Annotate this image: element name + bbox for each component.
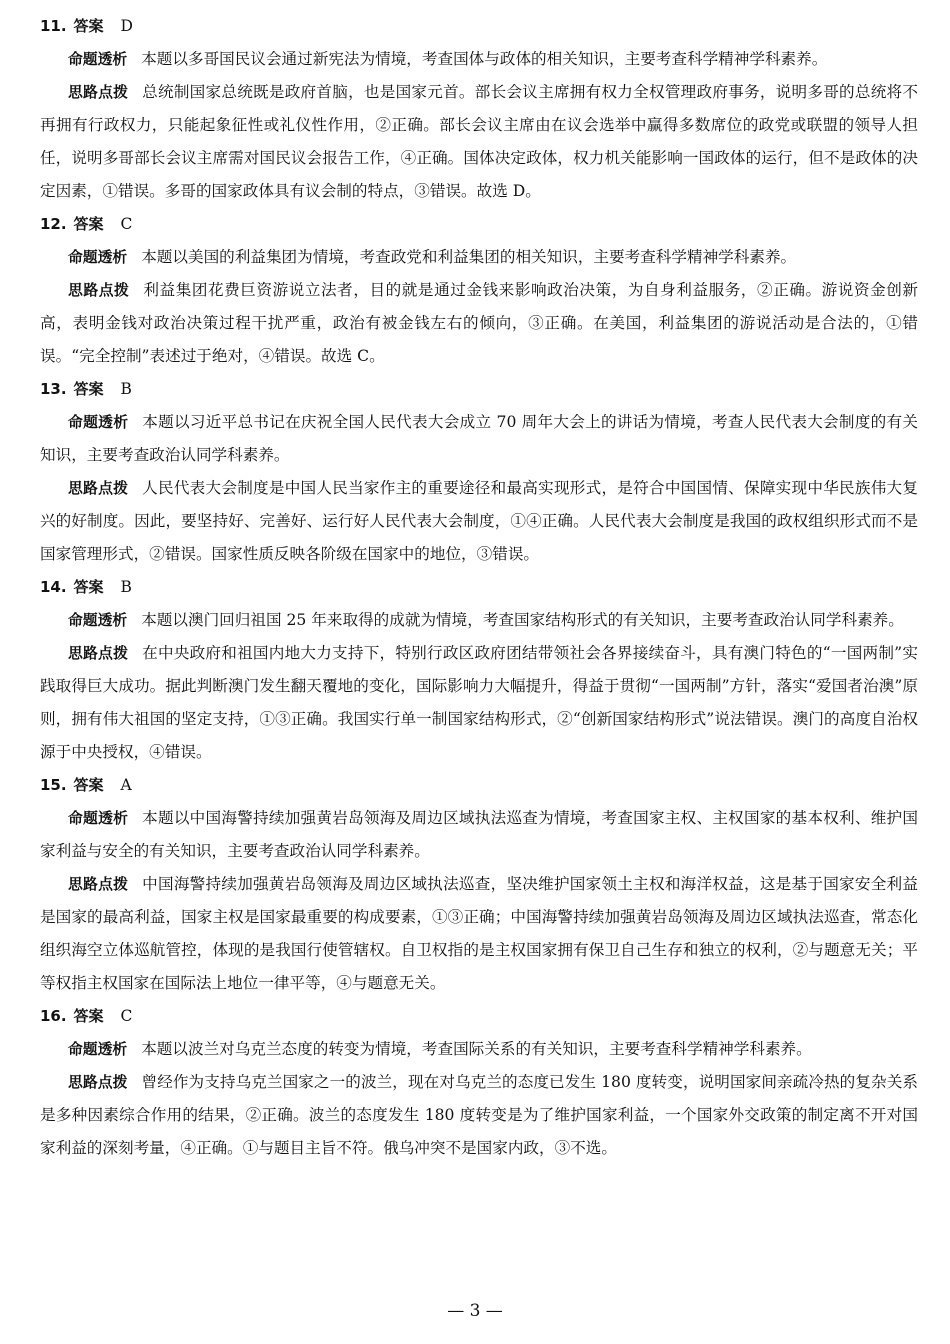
hint-text: 中国海警持续加强黄岩岛领海及周边区域执法巡查，坚决维护国家领土主权和海洋权益，这是基于国家安全利益是国家的最高利益，国家主权是国家最重要的构成要素，①③正确；中国海警持续加强黄岩岛领海及周边区域执法巡查，常态化组织海空立体巡航管控，体现的是我国行使管辖权。自卫权指的是主权国家拥有保卫自己生存和独立的权利，②与题意无关；平等权指主权国家在国际法上地位一律平等，④与题意无关。 bbox=[40, 875, 918, 992]
hint-paragraph bbox=[40, 868, 918, 1000]
analysis-text: 本题以澳门回归祖国 25 年来取得的成就为情境，考查国家结构形式的有关知识，主要考查政治认同学科素养。 bbox=[141, 611, 904, 629]
analysis-paragraph bbox=[40, 1033, 918, 1066]
answer-item-16 bbox=[40, 1000, 918, 1165]
question-number: 13. bbox=[40, 380, 67, 398]
hint-label: 思路点拨 bbox=[68, 1074, 128, 1091]
analysis-label: 命题透析 bbox=[68, 612, 128, 629]
answer-value: C bbox=[120, 1007, 133, 1025]
answer-line bbox=[40, 373, 918, 406]
hint-label: 思路点拨 bbox=[68, 480, 129, 497]
analysis-text: 本题以多哥国民议会通过新宪法为情境，考查国体与政体的相关知识，主要考查科学精神学科素养。 bbox=[141, 50, 828, 68]
analysis-paragraph bbox=[40, 604, 918, 637]
answer-item-15 bbox=[40, 769, 918, 1000]
answer-item-14 bbox=[40, 571, 918, 769]
analysis-paragraph bbox=[40, 802, 918, 868]
question-number: 14. bbox=[40, 578, 67, 596]
answer-line bbox=[40, 571, 918, 604]
hint-text: 利益集团花费巨资游说立法者，目的就是通过金钱来影响政治决策，为自身利益服务，②正确。游说资金创新高，表明金钱对政治决策过程干扰严重，政治有被金钱左右的倾向，③正确。在美国，利益集团的游说活动是合法的，①错误。“完全控制”表述过于绝对，④错误。故选 C。 bbox=[40, 281, 918, 365]
answer-line bbox=[40, 208, 918, 241]
answer-item-11 bbox=[40, 10, 918, 208]
hint-paragraph bbox=[40, 472, 918, 571]
answer-line bbox=[40, 769, 918, 802]
hint-label: 思路点拨 bbox=[68, 282, 130, 299]
question-number: 16. bbox=[40, 1007, 67, 1025]
answer-label: 答案 bbox=[73, 776, 104, 794]
answer-label: 答案 bbox=[73, 1007, 104, 1025]
hint-paragraph bbox=[40, 76, 918, 208]
question-number: 12. bbox=[40, 215, 67, 233]
answer-label: 答案 bbox=[73, 578, 104, 596]
hint-text: 曾经作为支持乌克兰国家之一的波兰，现在对乌克兰的态度已发生 180 度转变，说明国家间亲疏冷热的复杂关系是多种因素综合作用的结果，②正确。波兰的态度发生 180 度转变是为了维护国家利益，一个国家外交政策的制定离不开对国家利益的深刻考量，④正确。①与题目主旨不符。俄乌冲突不是国家内政，③不选。 bbox=[40, 1073, 918, 1157]
hint-paragraph bbox=[40, 637, 918, 769]
answer-label: 答案 bbox=[73, 215, 104, 233]
analysis-paragraph bbox=[40, 406, 918, 472]
answer-value: A bbox=[120, 776, 132, 794]
hint-label: 思路点拨 bbox=[68, 876, 129, 893]
hint-label: 思路点拨 bbox=[68, 84, 129, 101]
analysis-text: 本题以美国的利益集团为情境，考查政党和利益集团的相关知识，主要考查科学精神学科素养。 bbox=[141, 248, 797, 266]
hint-text: 在中央政府和祖国内地大力支持下，特别行政区政府团结带领社会各界接续奋斗，具有澳门特色的“一国两制”实践取得巨大成功。据此判断澳门发生翻天覆地的变化，国际影响力大幅提升，得益于贯彻“一国两制”方针，落实“爱国者治澳”原则，拥有伟大祖国的坚定支持，①③正确。我国实行单一制国家结构形式，②“创新国家结构形式”说法错误。澳门的高度自治权源于中央授权，④错误。 bbox=[40, 644, 918, 761]
question-number: 15. bbox=[40, 776, 67, 794]
analysis-paragraph bbox=[40, 241, 918, 274]
analysis-text: 本题以习近平总书记在庆祝全国人民代表大会成立 70 周年大会上的讲话为情境，考查人民代表大会制度的有关知识，主要考查政治认同学科素养。 bbox=[40, 413, 918, 464]
answer-value: B bbox=[120, 380, 132, 398]
hint-paragraph bbox=[40, 274, 918, 373]
question-number: 11. bbox=[40, 17, 67, 35]
analysis-label: 命题透析 bbox=[68, 51, 128, 68]
answer-value: B bbox=[120, 578, 132, 596]
analysis-label: 命题透析 bbox=[68, 414, 129, 431]
answer-line bbox=[40, 1000, 918, 1033]
analysis-label: 命题透析 bbox=[68, 1041, 128, 1058]
analysis-paragraph bbox=[40, 43, 918, 76]
answer-page bbox=[40, 10, 918, 1165]
answer-item-12 bbox=[40, 208, 918, 373]
hint-label: 思路点拨 bbox=[68, 645, 129, 662]
hint-text: 总统制国家总统既是政府首脑，也是国家元首。部长会议主席拥有权力全权管理政府事务，说明多哥的总统将不再拥有行政权力，只能起象征性或礼仪性作用，②正确。部长会议主席由在议会选举中赢得多数席位的政党或联盟的领导人担任，说明多哥部长会议主席需对国民议会报告工作，④正确。国体决定政体，权力机关能影响一国政体的运行，但不是政体的决定因素，①错误。多哥的国家政体具有议会制的特点，③错误。故选 D。 bbox=[40, 83, 918, 200]
answer-label: 答案 bbox=[73, 17, 104, 35]
page-number: — 3 — bbox=[447, 1301, 503, 1321]
answer-value: C bbox=[120, 215, 133, 233]
analysis-text: 本题以波兰对乌克兰态度的转变为情境，考查国际关系的有关知识，主要考查科学精神学科素养。 bbox=[141, 1040, 812, 1058]
analysis-label: 命题透析 bbox=[68, 249, 128, 266]
answer-value: D bbox=[120, 17, 133, 35]
analysis-text: 本题以中国海警持续加强黄岩岛领海及周边区域执法巡查为情境，考查国家主权、主权国家的基本权利、维护国家利益与安全的有关知识，主要考查政治认同学科素养。 bbox=[40, 809, 918, 860]
answer-item-13 bbox=[40, 373, 918, 571]
hint-text: 人民代表大会制度是中国人民当家作主的重要途径和最高实现形式，是符合中国国情、保障实现中华民族伟大复兴的好制度。因此，要坚持好、完善好、运行好人民代表大会制度，①④正确。人民代表大会制度是我国的政权组织形式而不是国家管理形式，②错误。国家性质反映各阶级在国家中的地位，③错误。 bbox=[40, 479, 918, 563]
answer-label: 答案 bbox=[73, 380, 104, 398]
hint-paragraph bbox=[40, 1066, 918, 1165]
answer-line bbox=[40, 10, 918, 43]
analysis-label: 命题透析 bbox=[68, 810, 129, 827]
